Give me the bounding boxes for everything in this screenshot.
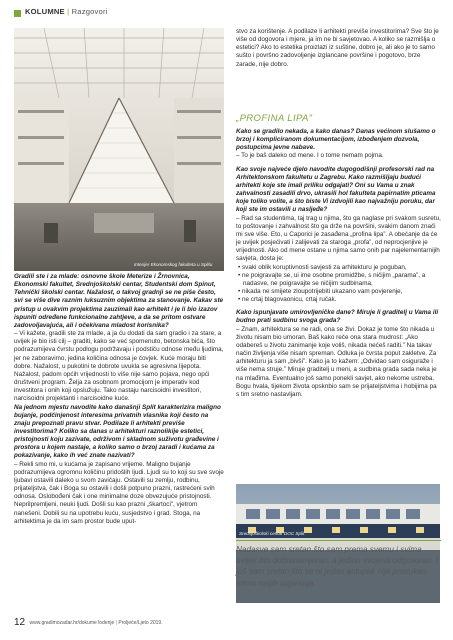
issue-label: Proljeće/Ljeto 2019. (118, 620, 163, 626)
question: Gradili ste i za mlade: osnovne škole Meterize i Žrnovnica, Ekonomski fakultet, Srednjoškolski centar, Studentski dom Spinut, Tehnički školski centar. Nažalost, o takvoj gradnji se ne piše često, svi se više dive raznim luksuznim objektima za stanovanje. Kakav ste pristup u ovakvim projektima zauzimali kao arhitekt i je li bio izazov ispuniti određene funkcionalne zahtjeve, a da se pritom ostvare zadovoljavajuća, ali i očekivana mladost korisnika? (14, 273, 224, 329)
list-item: • svaki oblik koruptivnosti savjesti za arhitekturu je poguban, (238, 263, 407, 271)
divider (236, 540, 441, 541)
answer: – Rad sa studentima, taj trag u njima, što ga naglase pri svakom susretu, to poštovanje i zahvalnost što ga drže na površini, svakim danom znači mi sve više. Eto, u Caporici je zasađena „profina lipa”. A obećanje da će je uvijek posjećivati i zalijevati za staroga „profa”, od neprocjenjive je vrijednosti. Ako od mene ostane u njima samo onih par najelementarnijih savjeta, dosta je: (236, 214, 441, 263)
section-marker (14, 10, 21, 17)
answer: – Vi kažete, gradili ste za mlade, a ja ću dodati da sam gradio i za stare, a uvijek je bio isti cilj – graditi, kako se već spomenuto, betonska bića, što podrazumijeva čvrstu podlogu podržavaju i podstiču odnose među ljudima, jer ne zaboravimo, jedina količina odnosa je čovjek. Kuće moraju biti dobre. Nažalost, u pukotini te dobrote uvukla se agresivna lijepota. Nažalost, padom općih vrijednosti to više nije samo pojava, nego opći društveni program. Želja za osobnom promocijom je imperativ kod investitora i onih koji opslužuju. Tako nastaju narcisoidni investitori, narcisoidni projektanti i narcisoidne kuće. (14, 330, 224, 403)
question: Na jednom mjestu navodite kako današnji Split karakterizira maligno bujanje, podčinjenost interesima privatnih vlasnika koji često na znaju prepoznati pravu stvar. Podilaze li arhitekti previše investitorima? Koliko sa danas u arhitekturi raznolikije estetici, pristojnosti koju zazivate, održivom i skladnom suživotu građevine i prostora u kojem nastaje, a koliko samo o brzoj zaradi i kućama za pokazivanje, kako ih već znate nazivati? (14, 403, 221, 460)
answer: – Znam, arhitektura se ne radi, ona se živi. Dokaz je tome što nikada u životu nisam bio umoran. Baš kako reče ona stara mudrost: „Ako odabereš u životu zanimanje koje voliš, nikada nećeš raditi.” Na takav način življenja više nisam spreman. Odluka je čvrsta poput zakletve. Za arhitekturu ja sam „bivši”. Kako ja to kažem: „Odvidao sam osiguraže i više nema struje.” Miruje graditelj u meni, a sudbina grada sada neka je na mlađima. Eventualno još samo ponekli savjet, ako nekome ustreba. Bogu hvala, tijekom života opsknbio sam se prijateljstvima i hobijima pa s tim sretno nastavljam. (236, 325, 437, 398)
photo-caption: Interijer Ekonomskog fakulteta u Splitu (134, 262, 213, 267)
footer-url: www.gradimozadar.hr/dokume lodenje (29, 620, 115, 626)
page-header (0, 0, 453, 26)
section-title: KOLUMNE | Razgovori (25, 7, 108, 16)
right-column (236, 128, 441, 399)
section-heading: „PROFINA LIPA” (236, 113, 313, 124)
subsection-label: Razgovori (71, 7, 108, 16)
list-item: • nikada ne smijete zloupotrijebiti ukazano vam povjerenje, (238, 287, 403, 295)
left-column (14, 273, 224, 526)
question: Kao svoje najveće djelo navodite dugogodišnji profesorski rad na Arhitektonskom fakultetu u Zagrebu. Kako razmišljaju budući arhitekti koje ste imali priliku odgajati? Oni su Vama u znak zahvalnosti zasadili drvo, ukrasili hol fakulteta papirnatim pticama koje toliko volite, a što biste Vi izdvojili kao najvažniju poruku, dar koji ste im ostavili u nasljeđe? (236, 165, 436, 214)
pull-quote: Nadasve sam sretan što sam prema svemu i svima uvijek bio dobronamjeran, a jedino svojesti odgovoran. I još sam sretan što se ni jedan astupak nije provukao mimo mojih uvjerenja. (236, 544, 441, 589)
answer: – Rekli smo mi, u kućama je zapisano vrijeme. Maligno bujanje podrazumijeva ogromnu količinu pridošlih ljudi. Ljudi su to koji su sve svoje ljubavi ostavili daleko u svom zavičaju. Ostavili su zemlju, rodbinu, prijateljstva, čak i Boga su ostavili i došli potpuno prazni, rastrećeni svih odnosa. Oslobođeni čak i one minimalne doze obvezujuće pristojnosti. Neprilpremljeni, neuki ljudi. Došli su kao prazni „škartoci”, vjetrom nanešeni. Dobili su na upotrebu kuću, susjedstvo i grad. Stoga, na arhitektima je da im sam prostor bude uput- (14, 460, 224, 525)
interior-photo (14, 28, 224, 271)
advice-list (236, 264, 441, 305)
photo-caption: Srednjoškolski centar DOC Split (239, 531, 305, 536)
right-column-intro (236, 28, 441, 69)
section-label: KOLUMNE (25, 7, 65, 16)
page-footer: 12 www.gradimozadar.hr/dokume lodenje | Proljeće/Ljeto 2019. (14, 617, 163, 628)
list-item: • ne poigravajte se, ui ime osobne promidžbe, s ničijim „parama”, a nadasve, ne poigravajte se ničijim sudbinama, (238, 271, 426, 287)
answer: – To je baš daleko od mene. I o tome nemam pojma. (236, 152, 384, 160)
page-number: 12 (14, 617, 26, 628)
question: Kako se gradilo nekada, a kako danas? Danas većinom slušamo o brzoj i kompliciranom dokumentacijom, izbođenjem dozvola, postupcima jevne nabave. (236, 128, 436, 152)
answer-continued: stvo za korištenje. A podilaze li arhitekti previše investitorima? Sve što je više od dogovora i mjere, ja im ne bi savjetovao. A koliko se razmišlja o estetici? Ako to estetika proizlazi iz suštine, dobro je, ali ako je to samo sušto i površno zadovoljenje izglancane površine i pogotovo, brze zarade, nije dobro. (236, 28, 439, 68)
question: Kako ispunjavate umirovljeničke dane? Miruje li graditelj u Vama ili budno prati sudbinu svoga grada? (236, 309, 439, 325)
list-item: • ne crtaj blagovaonicu, crtaj ručak. (238, 296, 337, 304)
